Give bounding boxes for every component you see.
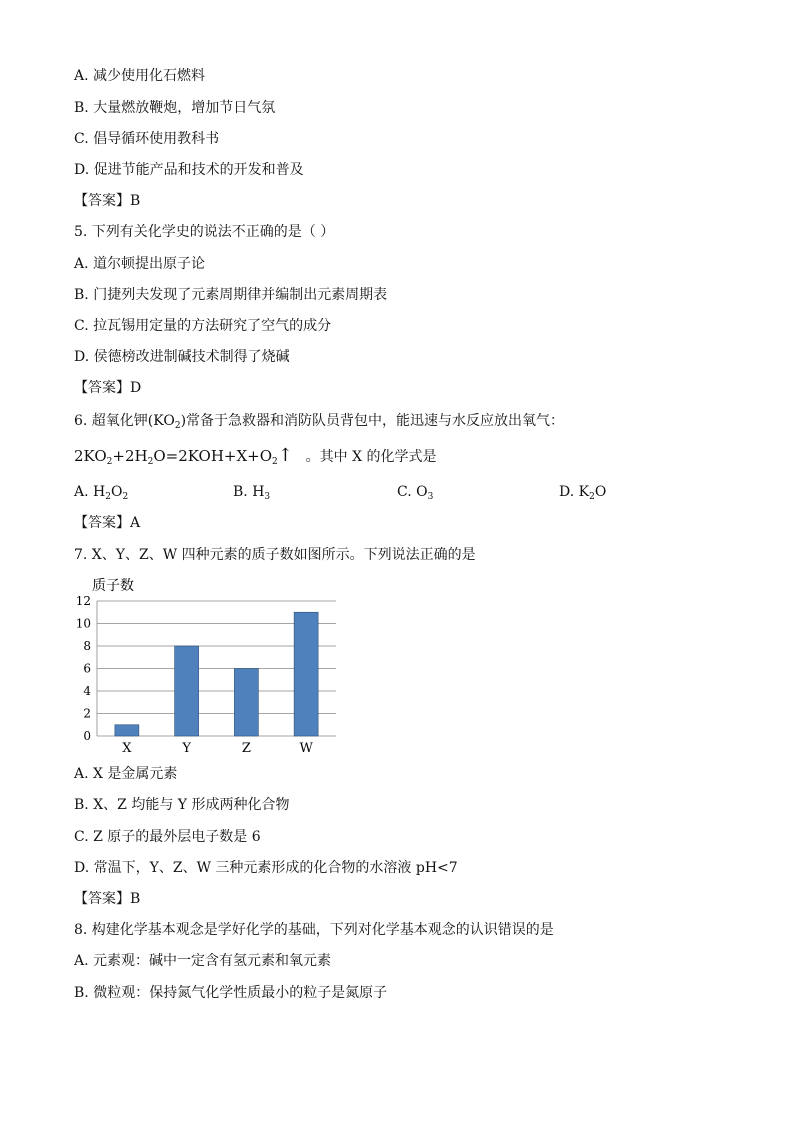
q6-option-c: C. $O_3$ — [397, 484, 434, 502]
eq-sub: 2 — [272, 457, 278, 467]
bar-y — [175, 646, 199, 736]
q4-option-b: B. 大量燃放鞭炮，增加节日气氛 — [74, 100, 276, 116]
q4-option-a: A. 减少使用化石燃料 — [74, 68, 206, 84]
eq-sub: 2 — [147, 457, 154, 467]
q5-option-d: D. 侯德榜改进制碱技术制得了烧碱 — [74, 349, 290, 365]
y-tick-label: 6 — [83, 661, 91, 676]
q8-option-a: A. 元素观：碱中一定含有氢元素和氧元素 — [74, 953, 332, 969]
q5-option-c: C. 拉瓦锡用定量的方法研究了空气的成分 — [74, 318, 332, 334]
answer-tag: 【答案】 — [74, 515, 130, 531]
y-tick-label: 8 — [83, 639, 91, 653]
bar-w — [294, 612, 318, 736]
q6-stem-pre: 6. 超氧化钾(KO — [74, 413, 175, 429]
q8-stem: 8. 构建化学基本观念是学好化学的基础，下列对化学基本观念的认识错误的是 — [74, 922, 554, 938]
proton-number-chart — [70, 570, 360, 760]
q7-answer — [74, 889, 140, 909]
answer-tag: 【答案】 — [74, 193, 130, 209]
q4-option-d: D. 促进节能产品和技术的开发和普及 — [74, 162, 304, 178]
q5-stem: 5. 下列有关化学史的说法不正确的是（ ） — [74, 224, 335, 240]
x-tick-label: X — [122, 741, 132, 756]
q6-stem-post: )常备于急救器和消防队员背包中，能迅速与水反应放出氧气： — [180, 413, 565, 429]
q6-answer — [74, 513, 140, 533]
q4-option-c: C. 倡导循环使用教科书 — [74, 131, 220, 147]
q6-option-b: B. $H_3$ — [233, 484, 271, 502]
q5-answer — [74, 378, 141, 398]
y-tick-label: 10 — [75, 616, 91, 631]
eq-part: O=2KOH+X+O — [153, 447, 273, 465]
y-tick-label: 2 — [83, 706, 91, 721]
q6-equation — [74, 445, 437, 467]
eq-part: 2KO — [74, 447, 107, 465]
eq-part: +2H — [112, 447, 148, 465]
y-tick-label: 0 — [83, 729, 91, 743]
x-tick-label: Y — [182, 741, 191, 756]
answer-tag: 【答案】 — [74, 891, 130, 907]
eq-sub: 2 — [106, 457, 113, 467]
q6-option-d: D. $K_2O$ — [559, 484, 607, 502]
up-arrow-icon: ↑ — [277, 445, 293, 466]
q7-stem: 7. X、Y、Z、W 四种元素的质子数如图所示。下列说法正确的是 — [74, 547, 476, 563]
x-tick-label: Z — [241, 741, 251, 756]
bar-z — [234, 669, 258, 737]
y-tick-label: 12 — [75, 594, 91, 608]
answer-tag: 【答案】 — [74, 380, 130, 396]
q4-answer — [74, 191, 140, 211]
q7-option-a: A. X 是金属元素 — [74, 766, 178, 782]
answer-value: B — [130, 891, 141, 907]
q5-option-a: A. 道尔顿提出原子论 — [74, 256, 206, 272]
answer-value: B — [130, 193, 141, 209]
q6-option-a: A. $H_2O_2$ — [74, 484, 129, 502]
bar-x — [115, 725, 139, 736]
q6-stem-sub: 2 — [174, 421, 181, 431]
x-tick-label: W — [299, 741, 313, 756]
q5-option-b: B. 门捷列夫发现了元素周期律并编制出元素周期表 — [74, 287, 388, 303]
bar-chart-svg — [70, 570, 360, 760]
chart-title: 质子数 — [92, 578, 134, 594]
y-tick-label: 4 — [83, 684, 91, 698]
answer-value: A — [130, 515, 141, 531]
q6-stem — [74, 411, 564, 436]
q6-equation-after: 。其中 X 的化学式是 — [305, 449, 437, 465]
q7-option-b: B. X、Z 均能与 Y 形成两种化合物 — [74, 797, 290, 813]
q7-option-d: D. 常温下，Y、Z、W 三种元素形成的化合物的水溶液 pH<7 — [74, 860, 458, 876]
answer-value: D — [130, 380, 142, 396]
q7-option-c: C. Z 原子的最外层电子数是 6 — [74, 829, 261, 845]
q8-option-b: B. 微粒观：保持氮气化学性质最小的粒子是氮原子 — [74, 985, 388, 1001]
